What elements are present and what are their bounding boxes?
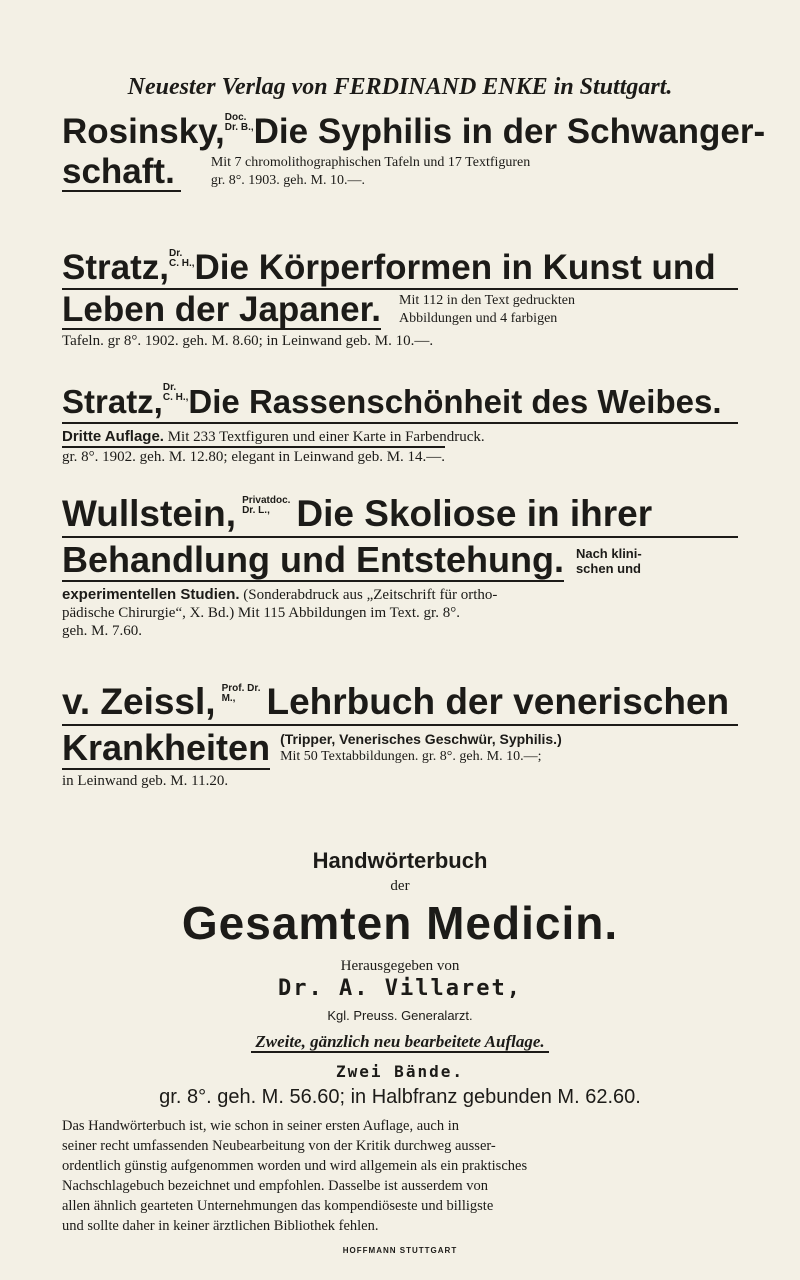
book-details: experimentellen Studien. (Sonderabdruck aus „Zeitschrift für ortho-	[62, 586, 498, 603]
author-title: Privatdoc. Dr. L.,	[242, 494, 291, 516]
book-details-cont: in Leinwand geb. M. 11.20.	[62, 773, 229, 789]
author: Wullstein,	[62, 493, 237, 534]
author-title: Prof. Dr. M.,	[221, 682, 261, 704]
book-title-cont: Behandlung und Entstehung.	[62, 539, 564, 580]
book-details-cont: pädische Chirurgie“, X. Bd.) Mit 115 Abbildungen im Text. gr. 8°.	[62, 605, 460, 621]
author: v. Zeissl,	[62, 681, 216, 722]
author-title: Dr. C. H.,	[162, 381, 189, 403]
book-title-cont: schaft.	[62, 154, 181, 192]
book-title: Die Körperformen in Kunst und	[194, 248, 716, 287]
book-entry-wullstein	[62, 492, 738, 640]
book-title: Die Rassenschönheit des Weibes.	[188, 383, 722, 420]
book-title: Lehrbuch der venerischen	[266, 681, 730, 722]
author-title: Dr. C. H.,	[168, 247, 195, 269]
book-title-cont: Leben der Japaner.	[62, 290, 382, 329]
book-entry-rosinsky	[62, 111, 766, 192]
book-title-cont: Krankheiten	[62, 727, 271, 768]
printer-footer: HOFFMANN STUTTGART	[342, 1246, 458, 1255]
book-details: Mit 112 in den Text gedruckten Abbildungen und 4 farbigen	[399, 293, 575, 326]
book-details: (Tripper, Venerisches Geschwür, Syphilis.) Mit 50 Textabbildungen. gr. 8°. geh. M. 10.—;	[280, 731, 562, 764]
feature-editor: Dr. A. Villaret,	[278, 976, 522, 1001]
feature-editor-title: Kgl. Preuss. Generalarzt.	[327, 1008, 473, 1023]
publisher-header: Neuester Verlag von FERDINAND ENKE in Stuttgart.	[127, 74, 673, 100]
author: Stratz,	[62, 248, 169, 287]
feature-kicker: Handwörterbuch	[312, 848, 488, 873]
book-details: Mit 7 chromolithographischen Tafeln und 17 Textfiguren gr. 8°. 1903. geh. M. 10.—.	[210, 155, 531, 188]
feature-blurb: Das Handwörterbuch ist, wie schon in seiner ersten Auflage, auch in seiner recht umfassenden Neubearbeitung von der Kritik durchweg ausser- ordentlich günstig aufgenommen worden und wird allgemein als ein praktisches Nachschlagebuch bezeichnet und empfohlen. Dasselbe ist ausserdem von allen ähnlich gearteten Unternehmungen das kompendiöseste und billigste und sollte daher in keiner ärztlichen Bibliothek fehlen.	[62, 1118, 528, 1234]
feature-der: der	[390, 878, 410, 894]
feature-volumes: Zwei Bände.	[336, 1062, 464, 1081]
feature-price: gr. 8°. geh. M. 56.60; in Halbfranz gebunden M. 62.60.	[159, 1086, 641, 1108]
author-title: Doc. Dr. B.,	[224, 111, 254, 133]
book-entry-stratz-rassenschoenheit	[62, 382, 738, 466]
book-details-cont: Tafeln. gr 8°. 1902. geh. M. 8.60; in Leinwand geb. M. 10.—.	[62, 333, 434, 349]
edition: Dritte Auflage.	[62, 428, 164, 445]
book-details-cont: gr. 8°. 1902. geh. M. 12.80; elegant in Leinwand geb. M. 14.—.	[62, 446, 445, 466]
feature-edition-wrap	[0, 1032, 800, 1052]
book-entry-zeissl	[62, 680, 738, 790]
book-title: Die Skoliose in ihrer	[296, 493, 653, 534]
feature-edition: Zweite, gänzlich neu bearbeitete Auflage.	[251, 1032, 548, 1053]
book-price: geh. M. 7.60.	[62, 623, 142, 639]
book-entry-stratz-japaner	[62, 248, 738, 350]
feature-herausgegeben: Herausgegeben von	[340, 958, 460, 974]
author: Stratz,	[62, 383, 163, 420]
feature-title: Gesamten Medicin.	[181, 897, 619, 949]
book-details: Dritte Auflage. Mit 233 Textfiguren und einer Karte in Farbendruck.	[62, 428, 485, 445]
book-title: Die Syphilis in der Schwanger-	[253, 112, 766, 151]
book-subtitle-note: Nach klini- schen und	[575, 546, 642, 576]
author: Rosinsky,	[62, 112, 225, 151]
